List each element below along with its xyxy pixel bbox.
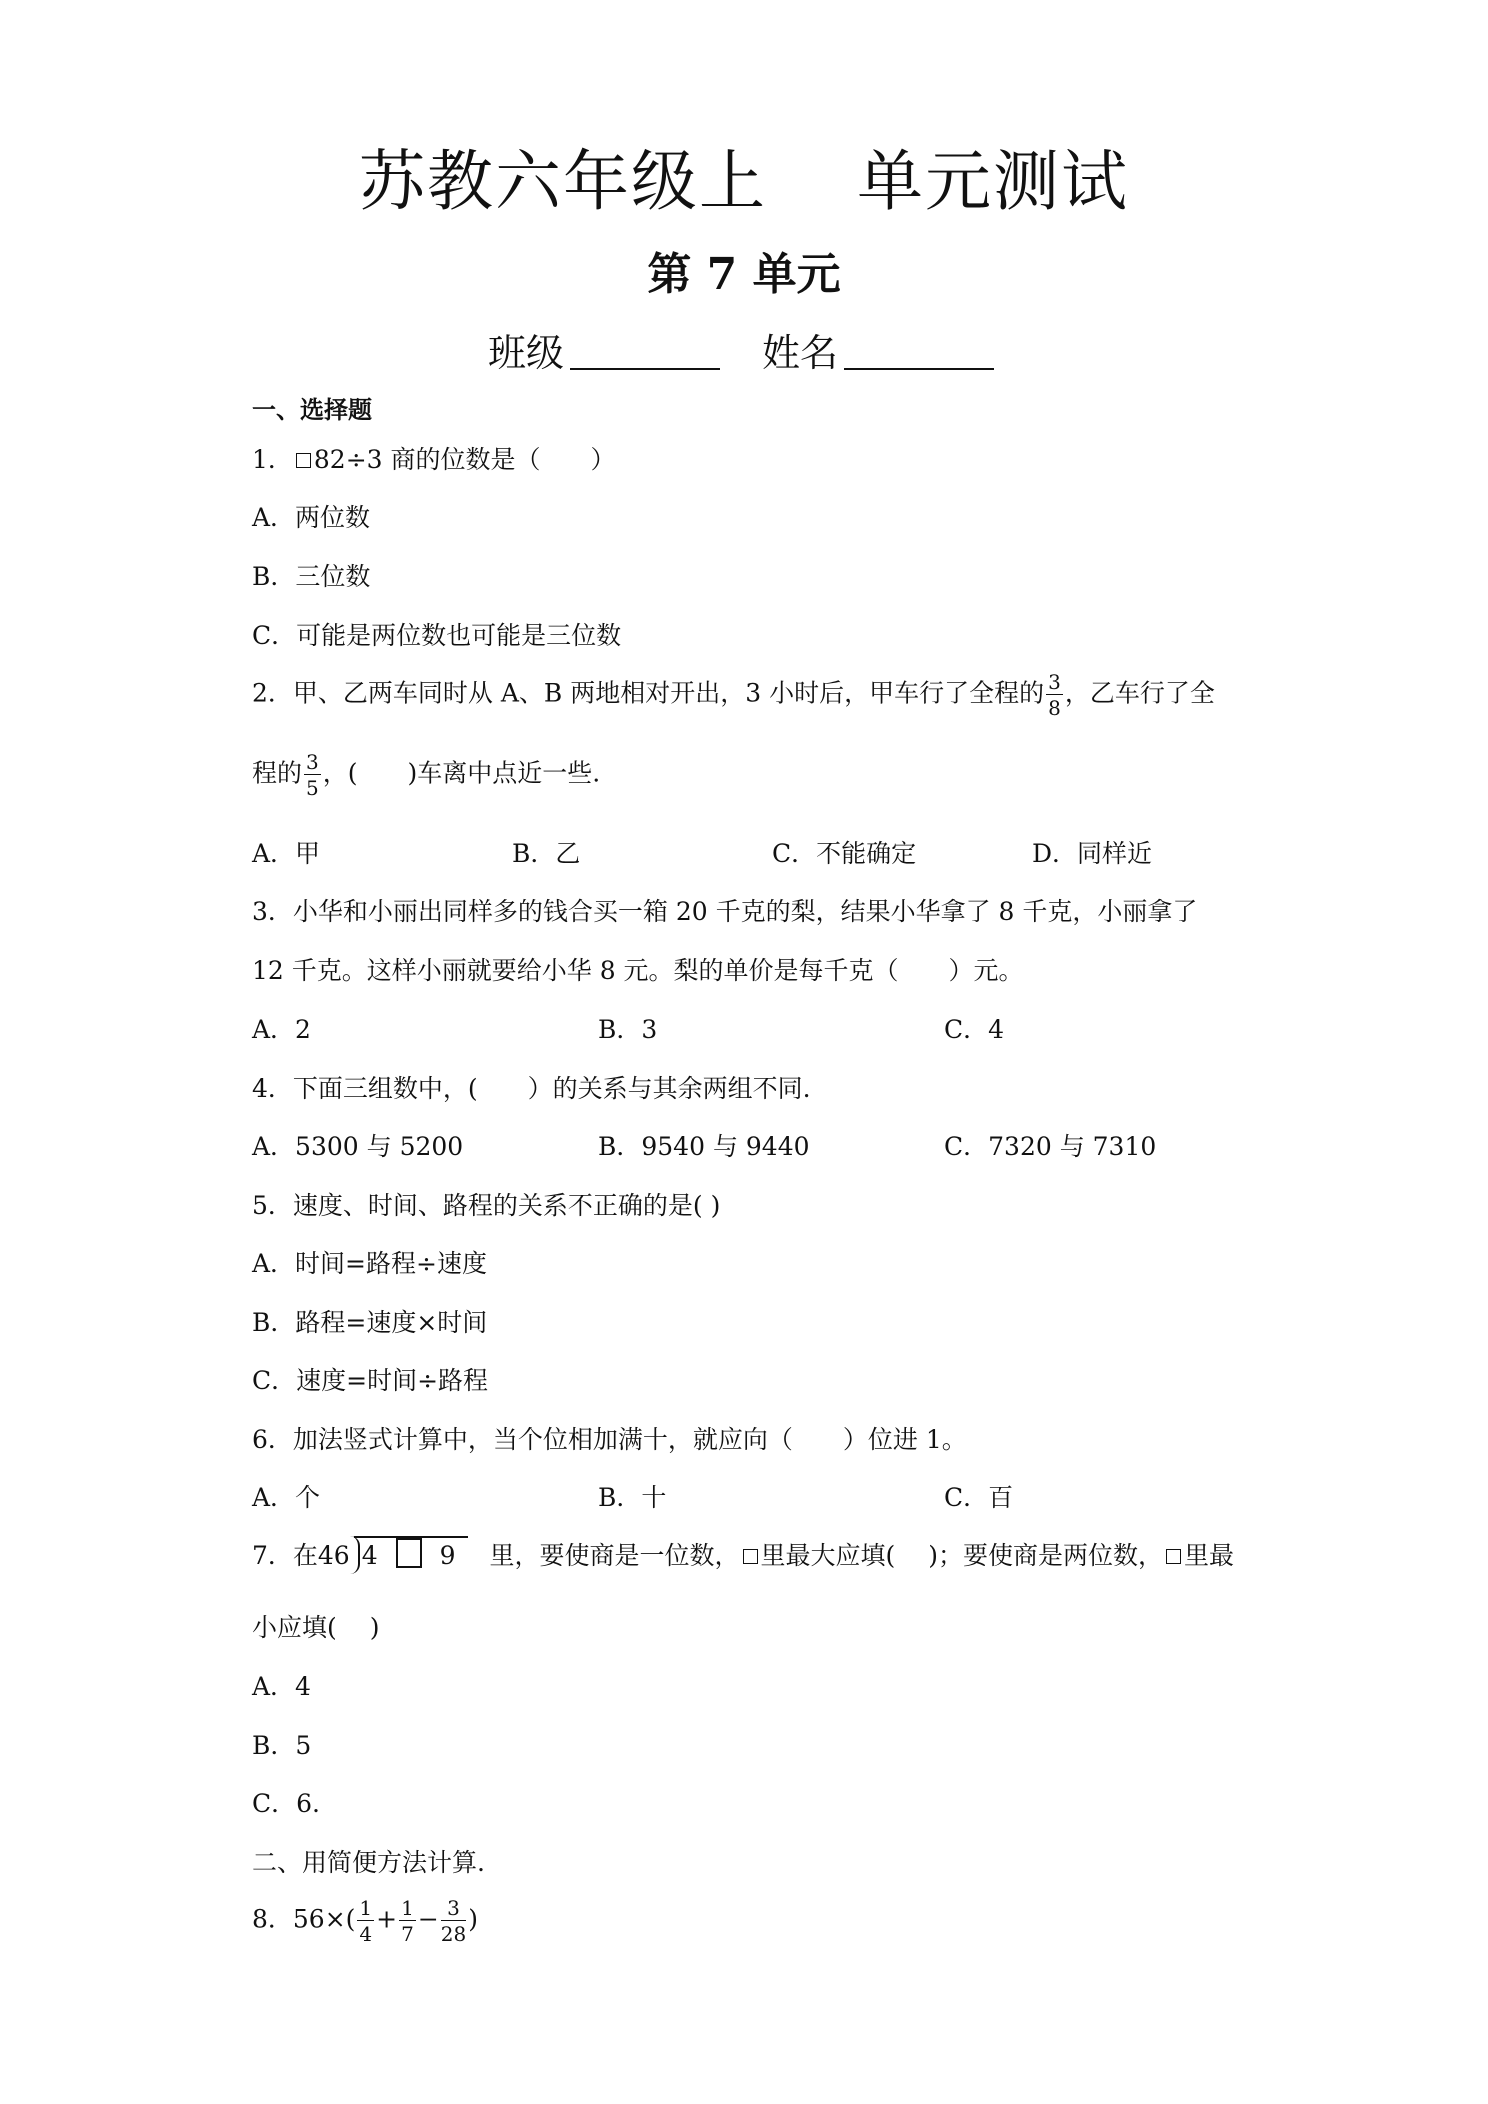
q6-option-a: A．个 [252,1483,321,1512]
q2-text-2-end: ，( )车离中点近一些. [322,758,601,788]
q7-mid: 里，要使商是一位数， [489,1541,740,1570]
q7-end: 里最 [1183,1541,1234,1570]
q7-divisor: 46 [317,1541,350,1570]
title-left: 苏教六年级上 [359,143,767,220]
blank-square-icon [1166,1549,1181,1564]
q8-prefix: 8．56×( [252,1904,356,1934]
q2-option-d: D．同样近 [1032,839,1153,868]
q4-option-b: B．9540 与 9440 [598,1132,810,1161]
question-8: 8．56×( $\frac{1}{4}$ + $\frac{1}{7}$ − $\frac{3}{28}$ ) [252,1896,479,1946]
q2-text-2: 程的 [252,758,303,788]
class-blank [570,368,720,370]
q6-option-c: C．百 [944,1483,1014,1512]
q7-option-b: B．5 [252,1731,312,1760]
class-label: 班级 [487,331,564,375]
q7-mid2: 里最大应填( )；要使商是两位数， [760,1541,1163,1570]
question-4: 4．下面三组数中，( ）的关系与其余两组不同. [252,1074,811,1103]
q1-option-a: A．两位数 [252,503,371,532]
q6-option-b: B．十 [598,1483,667,1512]
long-division-bracket: 4 9 [354,1536,468,1570]
blank-square-icon [296,453,311,468]
q7-prefix: 7．在 [252,1541,318,1570]
q2-text-1: 2．甲、乙两车同时从 A、B 两地相对开出，3 小时后，甲车行了全程的 [252,678,1045,708]
fraction-3-8: $\frac{3}{8}$ [1048,670,1061,720]
q5-option-b: B．路程=速度×时间 [252,1308,488,1337]
question-5: 5．速度、时间、路程的关系不正确的是( ) [252,1191,721,1220]
q3-option-a: A．2 [252,1015,311,1044]
question-3-line-2: 12 千克。这样小丽就要给小华 8 元。梨的单价是每千克（ ）元。 [252,956,1024,985]
student-info-line [0,322,1488,377]
q5-option-c: C．速度=时间÷路程 [252,1366,489,1395]
question-1 [252,440,616,476]
q5-option-a: A．时间=路程÷速度 [252,1249,487,1278]
q2-text-1-end: ，乙车行了全 [1064,678,1215,708]
q1-option-c: C．可能是两位数也可能是三位数 [252,621,622,650]
name-label: 姓名 [762,331,839,375]
fraction-3-5: $\frac{3}{5}$ [306,750,319,800]
question-2-line-2 [252,752,600,798]
q2-option-a: A．甲 [252,839,321,868]
blank-square-icon [743,1549,758,1564]
section-2-title: 二、用简便方法计算. [252,1848,485,1877]
q2-option-c: C．不能确定 [772,839,917,868]
name-blank [844,368,994,370]
section-1-title: 一、选择题 [252,395,372,424]
q4-option-c: C．7320 与 7310 [944,1132,1157,1161]
q7-option-a: A．4 [252,1672,311,1701]
question-7-line-1 [252,1536,1234,1572]
q1-option-b: B．三位数 [252,562,371,591]
question-6: 6．加法竖式计算中，当个位相加满十，就应向（ ）位进 1。 [252,1425,967,1454]
fraction-1-4: $\frac{1}{4}$ [359,1896,373,1946]
question-2-line-1 [252,672,1215,718]
page-title [0,128,1488,223]
q1-text: 82÷3 商的位数是（ ） [313,445,616,474]
fraction-3-28: $\frac{3}{28}$ [440,1896,467,1946]
fraction-1-7: $\frac{1}{7}$ [401,1896,414,1946]
q1-number: 1． [252,445,293,474]
question-7-line-2: 小应填( ) [252,1613,380,1642]
title-right: 单元测试 [857,143,1129,220]
q3-option-c: C．4 [944,1015,1005,1044]
q2-option-b: B．乙 [512,839,581,868]
q3-option-b: B．3 [598,1015,658,1044]
question-3-line-1: 3．小华和小丽出同样多的钱合买一箱 20 千克的梨，结果小华拿了 8 千克，小丽拿了 [252,897,1198,926]
q7-option-c: C．6. [252,1789,320,1818]
blank-square-icon [396,1538,422,1568]
q4-option-a: A．5300 与 5200 [252,1132,464,1161]
unit-heading: 第 7 单元 [647,249,841,300]
